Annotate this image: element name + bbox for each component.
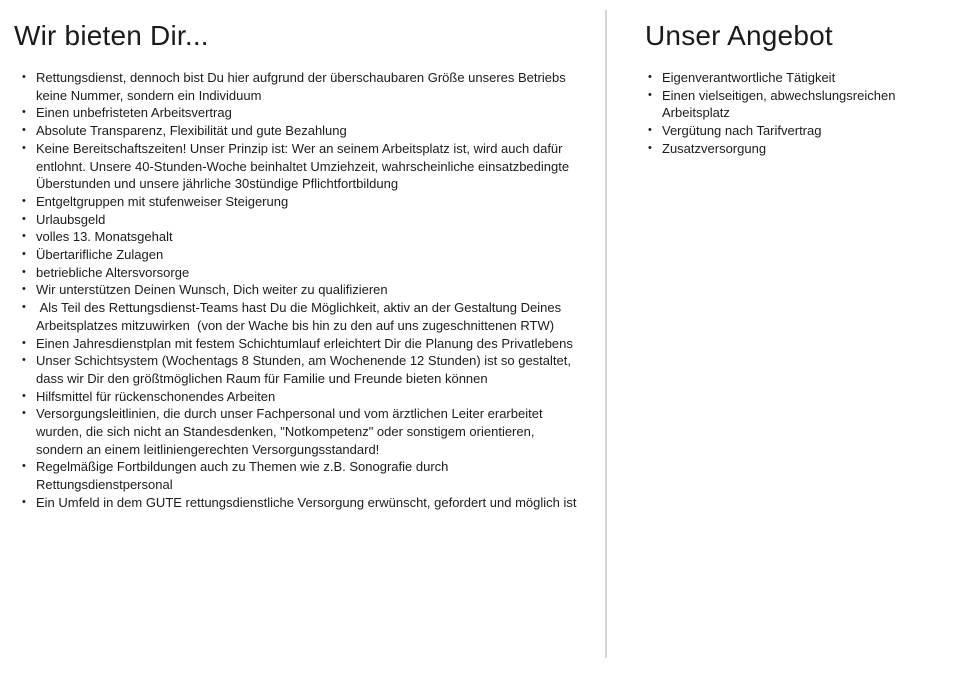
bullet-list-item — [645, 69, 931, 87]
bullet-item-text: Urlaubsgeld — [36, 211, 106, 227]
bullet-icon: • — [22, 124, 26, 137]
bullet-item-text: Ein Umfeld in dem GUTE rettungsdienstliche Versorgung erwünscht, gefordert und möglich ist — [36, 494, 577, 510]
right-column-title: Unser Angebot — [645, 20, 833, 51]
bullet-item-text: betriebliche Altersvorsorge — [36, 264, 190, 280]
bullet-list-item — [14, 352, 584, 387]
bullet-item-text: volles 13. Monatsgehalt — [36, 229, 173, 245]
bullet-icon: • — [22, 71, 26, 83]
bullet-item-text: Einen unbefristeten Arbeitsvertrag — [36, 105, 232, 121]
bullet-list-item — [14, 494, 584, 512]
bullet-icon: • — [648, 141, 652, 154]
bullet-item-text: Unser Schichtsystem (Wochentags 8 Stunden, am Wochenende 12 Stunden) ist so gestaltet, dass wir Dir den größtmöglichen Raum für Familie und Freunde bieten können — [36, 353, 575, 386]
bullet-list-item — [645, 122, 931, 140]
bullet-item-text: Keine Bereitschaftszeiten! Unser Prinzip ist: Wer an seinem Arbeitsplatz ist, wird auch dafür entlohnt. Unsere 40-Stunden-Woche beinhaltet Umziehzeit, wahrscheinliche einsatzbedingte Überstunden und unsere jährliche 30stündige Pflichtfortbildung — [36, 140, 573, 192]
bullet-icon: • — [22, 230, 26, 243]
bullet-icon: • — [22, 389, 26, 402]
bullet-list-item — [14, 299, 584, 334]
column-divider — [605, 10, 607, 658]
bullet-list-item — [14, 246, 584, 264]
bullet-icon: • — [22, 265, 26, 278]
bullet-icon: • — [22, 248, 26, 261]
bullet-icon: • — [22, 283, 26, 296]
bullet-item-text: Einen vielseitigen, abwechslungsreichen Arbeitsplatz — [662, 87, 899, 121]
bullet-icon: • — [22, 212, 26, 225]
right-column — [645, 12, 931, 158]
bullet-list-item — [14, 335, 584, 353]
bullet-icon: • — [22, 336, 26, 349]
bullet-icon: • — [22, 106, 26, 119]
bullet-icon: • — [648, 124, 652, 137]
bullet-list-item — [14, 69, 584, 104]
bullet-item-text: Übertarifliche Zulagen — [36, 247, 164, 263]
bullet-list-item — [14, 211, 584, 229]
bullet-list-item — [14, 193, 584, 211]
bullet-list-item — [14, 405, 584, 458]
bullet-item-text: Rettungsdienst, dennoch bist Du hier aufgrund der überschaubaren Größe unseres Betriebs keine Nummer, sondern ein Individuum — [36, 70, 570, 103]
bullet-list-item — [14, 281, 584, 299]
bullet-list-item — [645, 140, 931, 158]
bullet-icon: • — [22, 407, 26, 420]
bullet-icon: • — [22, 141, 26, 154]
bullet-icon: • — [648, 88, 652, 101]
bullet-item-text: Wir unterstützen Deinen Wunsch, Dich weiter zu qualifizieren — [36, 282, 388, 298]
bullet-item-text: Eigenverantwortliche Tätigkeit — [662, 70, 836, 85]
bullet-list-item — [645, 87, 931, 122]
bullet-item-text: Zusatzversorgung — [662, 140, 767, 156]
left-column-title: Wir bieten Dir... — [14, 20, 209, 51]
left-column — [14, 12, 584, 512]
bullet-item-text: Versorgungsleitlinien, die durch unser Fachpersonal und vom ärztlichen Leiter erarbeitet wurden, die sich nicht an Standesdenken, "Notkompetenz" oder sonstigem orientieren, sondern an einem leitliniengerechten Versorgungsstandard! — [36, 406, 547, 457]
bullet-item-text: Absolute Transparenz, Flexibilität und gute Bezahlung — [36, 123, 347, 139]
bullet-item-text: Als Teil des Rettungsdienst-Teams hast Du die Möglichkeit, aktiv an der Gestaltung Deines Arbeitsplatzes mitzuwirken (von der Wache bis hin zu den auf uns zugeschnittenen RTW) — [36, 300, 564, 333]
bullet-icon: • — [22, 495, 26, 508]
bullet-icon: • — [22, 194, 26, 207]
bullet-list-item — [14, 388, 584, 406]
bullet-list-item — [14, 122, 584, 140]
bullet-list-item — [14, 458, 584, 493]
bullet-list-item — [14, 140, 584, 193]
bullet-icon: • — [648, 71, 652, 83]
bullet-item-text: Entgeltgruppen mit stufenweiser Steigerung — [36, 193, 289, 209]
bullet-list-item — [14, 228, 584, 246]
bullet-icon: • — [22, 354, 26, 367]
bullet-list-item — [14, 264, 584, 282]
bullet-list-item — [14, 104, 584, 122]
bullet-icon: • — [22, 301, 26, 314]
bullet-item-text: Hilfsmittel für rückenschonendes Arbeiten — [36, 388, 276, 404]
right-bullet-list — [645, 69, 931, 158]
bullet-item-text: Einen Jahresdienstplan mit festem Schichtumlauf erleichtert Dir die Planung des Privatlebens — [36, 335, 573, 351]
bullet-icon: • — [22, 460, 26, 473]
bullet-item-text: Vergütung nach Tarifvertrag — [662, 123, 822, 139]
left-bullet-list — [14, 69, 584, 512]
bullet-item-text: Regelmäßige Fortbildungen auch zu Themen wie z.B. Sonografie durch Rettungsdienstpersonal — [36, 459, 453, 493]
